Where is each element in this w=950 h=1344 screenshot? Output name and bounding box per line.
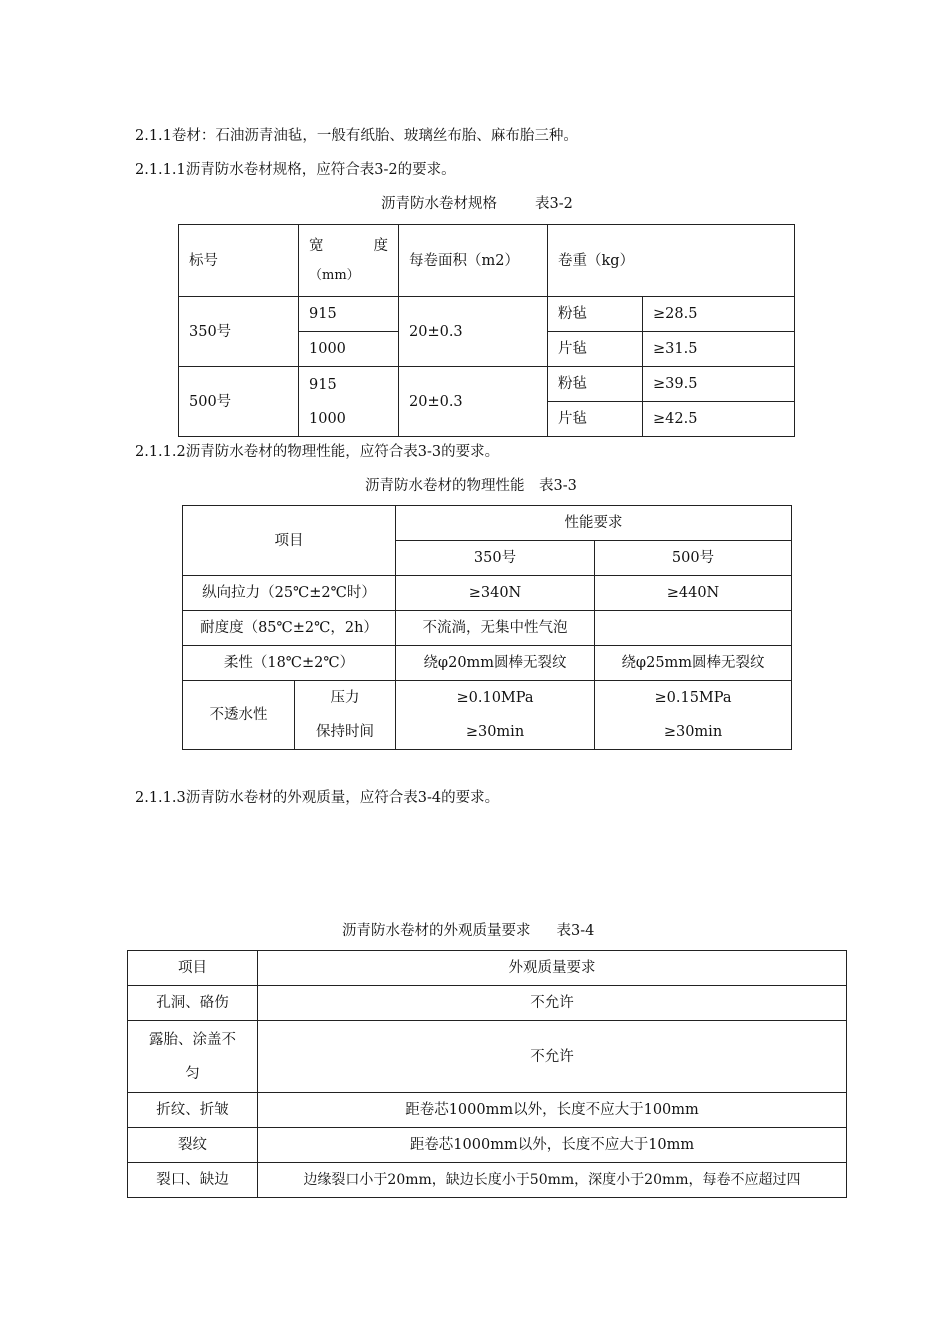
cell-weight: ≥28.5 (643, 297, 795, 332)
cell-area: 20±0.3 (399, 367, 548, 437)
cell-item (128, 1021, 258, 1093)
table-3-4-caption-title: 沥青防水卷材的外观质量要求 (342, 923, 531, 939)
cell-grade-350: 350号 (179, 297, 299, 367)
table-row (128, 1021, 847, 1093)
header-weight: 卷重（kg） (548, 225, 795, 297)
table-3-4 (127, 950, 847, 1198)
table-3-2-caption-title: 沥青防水卷材规格 (381, 196, 497, 212)
cell-requirement: 距卷芯1000mm以外，长度不应大于10mm (258, 1128, 847, 1163)
table-row (179, 297, 795, 332)
header-item: 项目 (183, 506, 396, 576)
cell-500: 绕φ25mm圆棒无裂纹 (595, 646, 792, 681)
cell-item: 纵向拉力（25℃±2℃时） (183, 576, 396, 611)
cell-grade-500: 500号 (179, 367, 299, 437)
paragraph-2-1-1-3: 2.1.1.3沥青防水卷材的外观质量，应符合表3-4的要求。 (135, 790, 500, 806)
cell-subitem-time: 保持时间 (316, 724, 374, 740)
table-3-3 (182, 505, 792, 750)
header-requirement: 性能要求 (396, 506, 792, 541)
paragraph-2-1-1-1: 2.1.1.1沥青防水卷材规格，应符合表3-2的要求。 (135, 162, 456, 178)
cell-350: ≥340N (396, 576, 595, 611)
header-grade: 标号 (179, 225, 299, 297)
table-row (179, 367, 795, 402)
table-3-4-caption-number: 表3-4 (556, 923, 595, 939)
cell-350-time: ≥30min (465, 724, 525, 740)
cell-500 (595, 611, 792, 646)
header-width (299, 225, 399, 297)
cell-width: 1000 (299, 332, 399, 367)
cell-width: 915 (299, 297, 399, 332)
table-row (128, 951, 847, 986)
cell-500-pressure: ≥0.15MPa (654, 690, 732, 706)
cell-500 (595, 681, 792, 750)
cell-item: 裂口、缺边 (128, 1163, 258, 1198)
cell-requirement: 边缘裂口小于20mm，缺边长度小于50mm，深度小于20mm，每卷不应超过四 (258, 1163, 847, 1198)
header-width-unit: （mm） (309, 267, 360, 283)
cell-weight: ≥39.5 (643, 367, 795, 402)
table-row (183, 576, 792, 611)
cell-width-915: 915 (309, 376, 337, 393)
cell-subitem-pressure: 压力 (330, 690, 360, 706)
header-350: 350号 (396, 541, 595, 576)
cell-requirement: 距卷芯1000mm以外，长度不应大于100mm (258, 1093, 847, 1128)
table-row (183, 646, 792, 681)
table-row (128, 1128, 847, 1163)
table-row (183, 611, 792, 646)
table-row (183, 506, 792, 541)
cell-500-time: ≥30min (663, 724, 723, 740)
cell-weight: ≥31.5 (643, 332, 795, 367)
table-3-2-caption (381, 194, 573, 214)
table-row (128, 1163, 847, 1198)
cell-item: 不透水性 (183, 681, 295, 750)
table-3-2-caption-number: 表3-2 (535, 196, 573, 212)
table-3-4-caption (342, 921, 594, 941)
paragraph-2-1-1-2: 2.1.1.2沥青防水卷材的物理性能，应符合表3-3的要求。 (135, 444, 500, 460)
table-row (183, 681, 792, 750)
cell-item: 折纹、折皱 (128, 1093, 258, 1128)
cell-350 (396, 681, 595, 750)
cell-item-line2: 匀 (185, 1065, 200, 1082)
cell-item: 孔洞、硌伤 (128, 986, 258, 1021)
table-3-3-caption: 沥青防水卷材的物理性能 表3-3 (365, 478, 577, 494)
cell-500: ≥440N (595, 576, 792, 611)
header-500: 500号 (595, 541, 792, 576)
table-row (128, 986, 847, 1021)
table-row (179, 225, 795, 297)
header-width-char-a: 宽 (309, 237, 324, 254)
header-requirement: 外观质量要求 (258, 951, 847, 986)
cell-item: 裂纹 (128, 1128, 258, 1163)
cell-type: 片毡 (548, 332, 643, 367)
cell-requirement: 不允许 (258, 986, 847, 1021)
cell-item: 耐度度（85℃±2℃，2h） (183, 611, 396, 646)
cell-area: 20±0.3 (399, 297, 548, 367)
cell-width-1000: 1000 (309, 410, 346, 427)
cell-350: 绕φ20mm圆棒无裂纹 (396, 646, 595, 681)
cell-subitems (295, 681, 396, 750)
cell-type: 片毡 (548, 402, 643, 437)
cell-width (299, 367, 399, 437)
cell-requirement: 不允许 (258, 1021, 847, 1093)
cell-item-line1: 露胎、涂盖不 (149, 1031, 236, 1048)
cell-item: 柔性（18℃±2℃） (183, 646, 396, 681)
cell-type: 粉毡 (548, 367, 643, 402)
header-width-char-b: 度 (373, 237, 388, 254)
table-3-2 (178, 224, 795, 437)
cell-type: 粉毡 (548, 297, 643, 332)
cell-350: 不流淌，无集中性气泡 (396, 611, 595, 646)
paragraph-2-1-1: 2.1.1卷材：石油沥青油毡，一般有纸胎、玻璃丝布胎、麻布胎三种。 (135, 128, 578, 144)
table-row (128, 1093, 847, 1128)
header-item: 项目 (128, 951, 258, 986)
cell-weight: ≥42.5 (643, 402, 795, 437)
cell-350-pressure: ≥0.10MPa (456, 690, 534, 706)
header-area: 每卷面积（m2） (399, 225, 548, 297)
